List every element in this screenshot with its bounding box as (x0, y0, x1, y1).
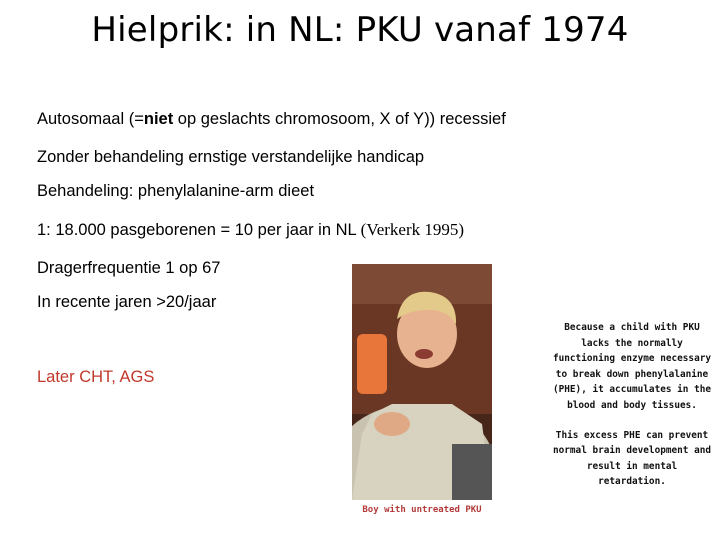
bullet-carrier: Dragerfrequentie 1 op 67 (37, 259, 221, 277)
bullet-untreated: Zonder behandeling ernstige verstandelijke handicap (37, 148, 425, 166)
pku-explanation-note (552, 320, 712, 504)
bullet-inheritance (37, 110, 506, 129)
bullet-incidence-text: 1: 18.000 pasgeborenen = 10 per jaar in NL (37, 221, 361, 239)
photo-caption: Boy with untreated PKU (362, 505, 482, 515)
bullet-inheritance-bold: niet (143, 110, 174, 128)
boy-illustration (352, 264, 492, 500)
bullet-incidence (37, 220, 464, 240)
bullet-recent: In recente jaren >20/jaar (37, 293, 217, 311)
bullet-later: Later CHT, AGS (37, 368, 155, 386)
bullet-inheritance-post: op geslachts chromosoom, X of Y)) recessief (173, 110, 506, 128)
boy-photo (352, 264, 492, 500)
bullet-treatment: Behandeling: phenylalanine-arm dieet (37, 182, 315, 200)
note-paragraph-1: Because a child with PKU lacks the normally functioning enzyme necessary to break down phenylalanine (PHE), it accumulates in the blood and body tissues. (552, 322, 712, 411)
bullet-inheritance-pre: Autosomaal (= (37, 110, 144, 128)
slide-title: Hielprik: in NL: PKU vanaf 1974 (91, 10, 629, 50)
bullet-incidence-source: (Verkerk 1995) (360, 220, 465, 239)
note-paragraph-2: This excess PHE can prevent normal brain development and result in mental retardation. (552, 429, 712, 488)
